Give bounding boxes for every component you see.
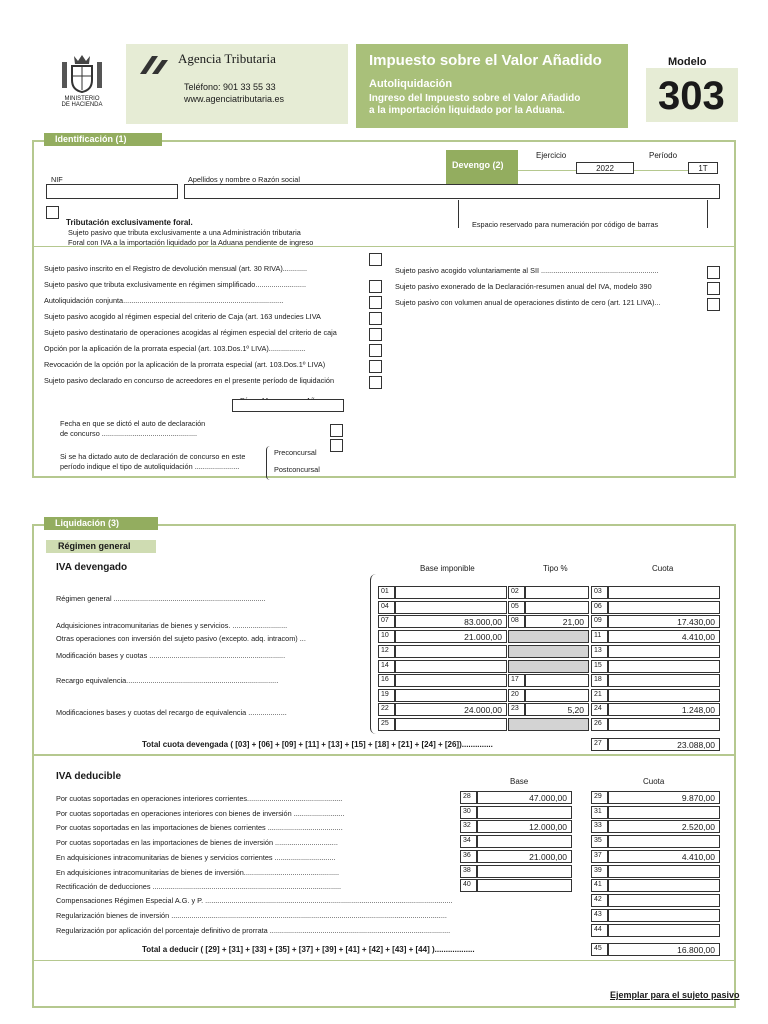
cuota-field[interactable]: 4.410,00 (608, 850, 720, 863)
cuota-field[interactable]: 2.520,00 (608, 820, 720, 833)
preconcursal-label: Preconcursal (274, 448, 317, 457)
ejercicio-field[interactable] (576, 162, 634, 174)
devengado-row-label: Modificación bases y cuotas ................................................................... (56, 651, 286, 660)
left-item-checkbox[interactable] (369, 312, 382, 325)
agency-phone: Teléfono: 901 33 55 33 (184, 82, 276, 92)
base-imponible-field[interactable]: 24.000,00 (395, 703, 507, 716)
right-item-checkbox[interactable] (707, 266, 720, 279)
deducible-row-label: Por cuotas soportadas en las importaciones de bienes corrientes ..................................... (56, 823, 343, 833)
fecha-line-1: Fecha en que se dictó el auto de declaración (60, 419, 206, 428)
devengado-title: IVA devengado (56, 562, 128, 573)
cuota-field[interactable] (608, 865, 720, 878)
agency-name: Agencia Tributaria (178, 51, 276, 66)
box-number: 18 (591, 674, 608, 687)
left-item-checkbox[interactable] (369, 328, 382, 341)
box-number: 29 (591, 791, 608, 804)
tipo-disabled-field (508, 718, 589, 731)
left-item-checkbox[interactable] (369, 344, 382, 357)
periodo-value: 1T (698, 164, 708, 173)
total-devengada-label: Total cuota devengada ( [03] + [06] + [09] + [11] + [13] + [15] + [18] + [21] + [24] + [26]).............. (142, 740, 493, 749)
deducible-row-label: En adquisiciones intracomunitarias de bienes de inversión............................................... (56, 867, 340, 877)
left-item-label: Opción por la aplicación de la prorrata especial (art. 103.Dos.1º LIVA).................. (44, 344, 306, 353)
nif-label: NIF (51, 175, 63, 184)
ejemplar-label: Ejemplar para el sujeto pasivo (610, 990, 740, 1000)
name-label: Apellidos y nombre o Razón social (188, 175, 300, 184)
box-number: 28 (460, 791, 477, 804)
ejercicio-value: 2022 (596, 164, 614, 173)
cuota-field[interactable] (608, 879, 720, 892)
agency-website[interactable]: www.agenciatributaria.es (184, 94, 285, 104)
ministry-name-1: MINISTERIO (64, 96, 100, 102)
col-cuota: Cuota (652, 564, 674, 573)
cuota-field[interactable] (608, 645, 720, 658)
base-imponible-field[interactable] (395, 645, 507, 658)
foral-checkbox[interactable] (46, 206, 59, 219)
box-number: 33 (591, 820, 608, 833)
preconcursal-checkbox[interactable] (330, 439, 343, 452)
right-item-label: Sujeto pasivo acogido voluntariamente al SII .......................................................... (395, 266, 659, 275)
auto-line-1: Si se ha dictado auto de declaración de concurso en este (60, 452, 246, 461)
box-number: 13 (591, 645, 608, 658)
cuota-field[interactable] (608, 924, 720, 937)
modelo-number: 303 (658, 74, 725, 118)
barcode-label: Espacio reservado para numeración por código de barras (472, 220, 659, 229)
box-number: 35 (591, 835, 608, 848)
cuota-field[interactable] (608, 660, 720, 673)
right-item-checkbox[interactable] (707, 298, 720, 311)
right-item-label: Sujeto pasivo con volumen anual de operaciones distinto de cero (art. 121 LIVA)... (395, 298, 661, 307)
box-number: 36 (460, 850, 477, 863)
periodo-field[interactable] (688, 162, 718, 174)
col-cuota-deducible: Cuota (643, 777, 665, 786)
modelo-label: Modelo (668, 56, 707, 68)
deducible-separator (34, 754, 734, 756)
regimen-label: Régimen general (58, 541, 131, 551)
box-number: 10 (378, 630, 395, 643)
devengado-row-label: Modificaciones bases y cuotas del recargo de equivalencia ................... (56, 708, 287, 717)
fecha-checkbox[interactable] (330, 424, 343, 437)
box-number: 43 (591, 909, 608, 922)
left-item-label: Revocación de la opción por la aplicación de la prorrata especial (art. 103.Dos.1º LIVA) (44, 360, 326, 369)
cuota-field[interactable] (608, 601, 720, 614)
deducible-row-label: Por cuotas soportadas en operaciones interiores con bienes de inversión ......................... (56, 808, 345, 818)
left-item-label: Sujeto pasivo destinatario de operaciones acogidas al régimen especial del criterio de caja (44, 328, 337, 337)
cuota-field[interactable] (608, 806, 720, 819)
base-field[interactable] (477, 879, 572, 892)
cuota-field[interactable]: 1.248,00 (608, 703, 720, 716)
cuota-field[interactable] (608, 909, 720, 922)
cuota-field[interactable] (608, 894, 720, 907)
box-number: 08 (508, 615, 525, 628)
box-number: 11 (591, 630, 608, 643)
box-number: 24 (591, 703, 608, 716)
tax-desc-1: Ingreso del Impuesto sobre el Valor Añadido (369, 93, 581, 104)
left-item-label: Sujeto pasivo inscrito en el Registro de devolución mensual (art. 30 RIVA)............ (44, 264, 308, 273)
left-item-checkbox[interactable] (369, 376, 382, 389)
cuota-field[interactable] (608, 689, 720, 702)
box-number: 38 (460, 865, 477, 878)
cuota-field[interactable] (608, 586, 720, 599)
col-tipo: Tipo % (543, 564, 568, 573)
box-number: 40 (460, 879, 477, 892)
devengado-row-label: Otras operaciones con inversión del sujeto pasivo (excepto. adq. intracom) ... (56, 634, 306, 643)
box-number: 30 (460, 806, 477, 819)
tax-subtitle: Autoliquidación (369, 78, 453, 90)
box-number: 21 (591, 689, 608, 702)
total-devengada-num: 27 (591, 738, 608, 751)
foral-title: Tributación exclusivamente foral. (66, 218, 193, 227)
deducible-title: IVA deducible (56, 771, 122, 782)
tipo-field[interactable]: 21,00 (525, 615, 589, 628)
base-imponible-field[interactable] (395, 601, 507, 614)
box-number: 04 (378, 601, 395, 614)
base-field[interactable]: 47.000,00 (477, 791, 572, 804)
liquidacion-tab: Liquidación (3) (44, 517, 158, 530)
right-item-checkbox[interactable] (707, 282, 720, 295)
tax-title-box (356, 44, 628, 128)
base-imponible-field[interactable]: 21.000,00 (395, 630, 507, 643)
devengo-label: Devengo (2) (452, 160, 504, 170)
box-number: 01 (378, 586, 395, 599)
deducible-row-label: Rectificación de deducciones ............................................................................................. (56, 882, 342, 892)
left-item-checkbox[interactable] (369, 296, 382, 309)
deducible-row-label: Por cuotas soportadas en las importaciones de bienes de inversión ............................... (56, 838, 338, 848)
deducible-row-label: Regularización por aplicación del porcentaje definitivo de prorrata ......................................................................................... (56, 926, 451, 935)
box-number: 16 (378, 674, 395, 687)
cuota-field[interactable]: 17.430,00 (608, 615, 720, 628)
base-imponible-field[interactable] (395, 689, 507, 702)
auto-brace (266, 446, 270, 480)
left-item-checkbox[interactable] (369, 280, 382, 293)
box-number: 22 (378, 703, 395, 716)
ministry-logo (58, 52, 106, 110)
tax-title: Impuesto sobre el Valor Añadido (369, 52, 602, 69)
base-imponible-field[interactable] (395, 586, 507, 599)
coat-of-arms-icon (58, 52, 106, 94)
devengado-row-label: Adquisiciones intracomunitarias de bienes y servicios. ........................... (56, 621, 288, 630)
box-number: 07 (378, 615, 395, 628)
box-number: 15 (591, 660, 608, 673)
deducible-row-label: En adquisiciones intracomunitarias de bienes y servicios corrientes .............................. (56, 852, 336, 862)
total-devengada-value[interactable]: 23.088,00 (608, 738, 720, 751)
base-field[interactable] (477, 835, 572, 848)
foral-line-2: Foral con IVA a la importación liquidado por la Aduana pendiente de ingreso (68, 238, 314, 247)
total-deducir-separator (34, 960, 734, 961)
right-item-label: Sujeto pasivo exonerado de la Declaración-resumen anual del IVA, modelo 390 (395, 282, 652, 291)
base-field[interactable] (477, 865, 572, 878)
box-number: 23 (508, 703, 525, 716)
box-number: 41 (591, 879, 608, 892)
box-number: 02 (508, 586, 525, 599)
tipo-disabled-field (508, 645, 589, 658)
agency-logo-icon (138, 54, 172, 76)
total-deducir-value[interactable]: 16.800,00 (608, 943, 720, 956)
ejercicio-label: Ejercicio (536, 151, 567, 160)
foral-line-1: Sujeto pasivo que tributa exclusivamente a una Administración tributaria (68, 228, 301, 237)
base-field[interactable] (477, 806, 572, 819)
total-deducir-label: Total a deducir ( [29] + [31] + [33] + [35] + [37] + [39] + [41] + [42] + [43] + [44] ).................. (142, 945, 475, 954)
box-number: 19 (378, 689, 395, 702)
box-number: 06 (591, 601, 608, 614)
box-number: 34 (460, 835, 477, 848)
fecha-input[interactable] (232, 399, 344, 412)
box-number: 25 (378, 718, 395, 731)
devengado-row-label: Recargo equivalencia........................................................................... (56, 676, 279, 685)
left-item-label: Sujeto pasivo declarado en concurso de acreedores en el presente período de liquidación (44, 376, 335, 385)
left-item-label: Sujeto pasivo acogido al régimen especial del criterio de Caja (art. 163 undecies LIVA (44, 312, 321, 321)
box-number: 03 (591, 586, 608, 599)
left-item-checkbox[interactable] (369, 360, 382, 373)
base-field[interactable]: 21.000,00 (477, 850, 572, 863)
box-number: 39 (591, 865, 608, 878)
devengo-tab (446, 150, 518, 184)
auto-line-2: período indique el tipo de autoliquidación ...................... (60, 462, 240, 471)
tax-desc-2: a la importación liquidado por la Aduana. (369, 105, 565, 116)
box-number: 12 (378, 645, 395, 658)
postconcursal-label: Postconcursal (274, 465, 320, 474)
total-deducir-num: 45 (591, 943, 608, 956)
box-number: 31 (591, 806, 608, 819)
modelo-number-box (646, 68, 738, 122)
box-number: 14 (378, 660, 395, 673)
box-number: 17 (508, 674, 525, 687)
tipo-field[interactable] (525, 601, 589, 614)
deducible-row-label: Regularización bienes de inversión ........................................................................................................................................ (56, 911, 447, 920)
col-base-imponible: Base imponible (420, 564, 475, 573)
box-number: 37 (591, 850, 608, 863)
cuota-field[interactable] (608, 674, 720, 687)
identificacion-tab: Identificación (1) (44, 133, 162, 146)
agency-box (126, 44, 348, 124)
cuota-field[interactable]: 4.410,00 (608, 630, 720, 643)
base-imponible-field[interactable] (395, 660, 507, 673)
left-item-label: Sujeto pasivo que tributa exclusivamente en régimen simplificado......................... (44, 280, 307, 289)
deducible-row-label: Por cuotas soportadas en operaciones interiores corrientes............................................... (56, 794, 343, 803)
box-number: 20 (508, 689, 525, 702)
tipo-field[interactable] (525, 674, 589, 687)
left-item-label: Autoliquidación conjunta............................................................................... (44, 296, 284, 305)
nif-input[interactable] (46, 184, 178, 199)
tipo-field[interactable] (525, 689, 589, 702)
box-number: 44 (591, 924, 608, 937)
fecha-line-2: de concurso ............................................... (60, 429, 198, 438)
base-imponible-field[interactable] (395, 674, 507, 687)
base-field[interactable]: 12.000,00 (477, 820, 572, 833)
devengado-brace (370, 574, 376, 734)
ministry-name-2: DE HACIENDA (61, 102, 103, 108)
tipo-disabled-field (508, 630, 589, 643)
left-item-checkbox[interactable] (369, 253, 382, 266)
tipo-field[interactable]: 5,20 (525, 703, 589, 716)
cuota-field[interactable] (608, 835, 720, 848)
devengado-row-label: Régimen general ........................................................................... (56, 594, 266, 603)
box-number: 05 (508, 601, 525, 614)
box-number: 26 (591, 718, 608, 731)
box-number: 42 (591, 894, 608, 907)
cuota-field[interactable]: 9.870,00 (608, 791, 720, 804)
col-base-deducible: Base (510, 777, 529, 786)
tipo-field[interactable] (525, 586, 589, 599)
base-imponible-field[interactable]: 83.000,00 (395, 615, 507, 628)
box-number: 32 (460, 820, 477, 833)
name-input[interactable] (184, 184, 720, 199)
regimen-header (46, 540, 156, 553)
box-number: 09 (591, 615, 608, 628)
cuota-field[interactable] (608, 718, 720, 731)
base-imponible-field[interactable] (395, 718, 507, 731)
deducible-row-label: Compensaciones Régimen Especial A.G. y P. .......................................................................................................................... (56, 896, 453, 905)
tipo-disabled-field (508, 660, 589, 673)
periodo-label: Período (649, 151, 678, 160)
